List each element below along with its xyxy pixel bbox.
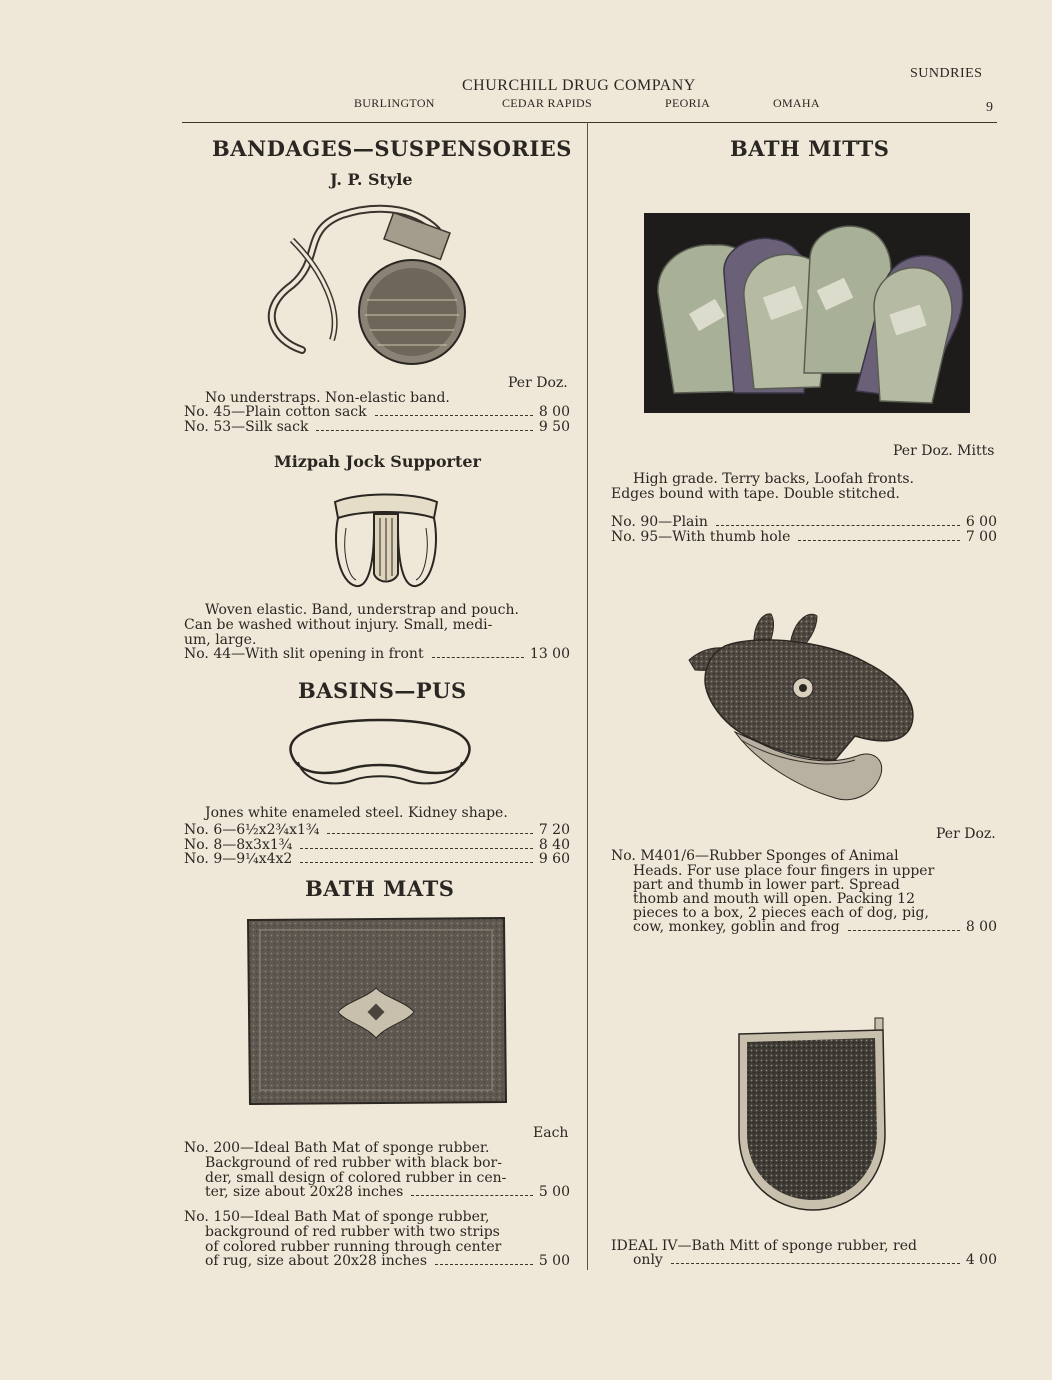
item-price: 5 00 [538, 1253, 570, 1269]
item-label: ter, size about 20x28 inches [205, 1184, 404, 1200]
item-price: 9 60 [538, 851, 570, 867]
item-price: 5 00 [538, 1184, 570, 1200]
item-price: 8 40 [538, 837, 570, 853]
item-label: No. 90—Plain [611, 514, 708, 530]
mat200-line-1: No. 200—Ideal Bath Mat of sponge rubber. [184, 1140, 490, 1156]
leader-dots [300, 862, 533, 863]
basins-description: Jones white enameled steel. Kidney shape. [205, 805, 508, 821]
item-label: No. 9—9¼x4x2 [184, 851, 293, 867]
mat150-line-1: No. 150—Ideal Bath Mat of sponge rubber, [184, 1209, 490, 1225]
mat150-line-2: background of red rubber with two strips [205, 1224, 500, 1240]
sponge-line-2: Heads. For use place four fingers in upper [633, 863, 935, 879]
leader-dots [435, 1264, 533, 1265]
item-row [205, 1254, 570, 1269]
sponge-line-4: thomb and mouth will open. Packing 12 [633, 891, 915, 907]
item-row [184, 823, 570, 838]
mizpah-desc-1: Woven elastic. Band, understrap and pouch. [205, 602, 519, 618]
item-price: 13 00 [529, 646, 570, 662]
kidney-basin-illustration [282, 718, 478, 794]
page-number: 9 [986, 100, 993, 115]
heading-bandages: BANDAGES—SUSPENSORIES [212, 136, 572, 161]
sponge-line-1: No. M401/6—Rubber Sponges of Animal [611, 848, 899, 864]
leader-dots [300, 848, 533, 849]
item-row [611, 515, 997, 530]
item-row [184, 852, 570, 867]
leader-dots [671, 1263, 960, 1264]
suspensory-illustration [262, 200, 472, 375]
bandages-description: No understraps. Non-elastic band. [205, 390, 450, 406]
item-row [205, 1185, 570, 1200]
header-rule [182, 122, 997, 123]
ideal-mitt-line-1: IDEAL IV—Bath Mitt of sponge rubber, red [611, 1238, 917, 1254]
company-name: CHURCHILL DRUG COMPANY [462, 77, 696, 94]
item-row [184, 420, 570, 435]
column-divider [587, 122, 588, 1270]
mizpah-desc-2: Can be washed without injury. Small, medi- [184, 617, 493, 633]
leader-dots [375, 415, 533, 416]
bath-mitts-desc-1: High grade. Terry backs, Loofah fronts. [633, 471, 914, 487]
item-label: No. 6—6½x2¾x1¾ [184, 822, 320, 838]
leader-dots [716, 525, 960, 526]
jock-supporter-illustration [330, 488, 442, 593]
leader-dots [798, 540, 959, 541]
item-row [184, 405, 570, 420]
leader-dots [316, 430, 532, 431]
item-price: 9 50 [538, 419, 570, 435]
item-label: of rug, size about 20x28 inches [205, 1253, 428, 1269]
city-cedar-rapids: CEDAR RAPIDS [502, 96, 592, 110]
section-title: SUNDRIES [910, 66, 983, 81]
leader-dots [411, 1195, 532, 1196]
item-label: No. 45—Plain cotton sack [184, 404, 367, 420]
city-omaha: OMAHA [773, 96, 820, 110]
heading-bath-mitts: BATH MITTS [730, 136, 890, 161]
item-row [633, 920, 997, 935]
mizpah-desc-3: um, large. [184, 632, 257, 648]
mat150-line-3: of colored rubber running through center [205, 1239, 502, 1255]
leader-dots [848, 930, 960, 931]
item-label: only [633, 1252, 663, 1268]
sponges-unit: Per Doz. [936, 826, 996, 842]
item-label: No. 44—With slit opening in front [184, 646, 424, 662]
bandages-unit: Per Doz. [508, 375, 568, 391]
bath-mitts-photo [644, 213, 970, 413]
item-row [633, 1253, 997, 1268]
item-price: 6 00 [965, 514, 997, 530]
mat200-line-3: der, small design of colored rubber in cen- [205, 1170, 507, 1186]
item-label: No. 8—8x3x1¾ [184, 837, 293, 853]
bath-mats-unit: Each [533, 1125, 569, 1141]
mat200-line-2: Background of red rubber with black bor- [205, 1155, 502, 1171]
item-price: 7 00 [965, 529, 997, 545]
bath-mitts-unit: Per Doz. Mitts [893, 443, 995, 459]
city-peoria: PEORIA [665, 96, 711, 110]
subheading-mizpah: Mizpah Jock Supporter [274, 452, 481, 471]
item-label: No. 95—With thumb hole [611, 529, 791, 545]
city-burlington: BURLINGTON [354, 96, 435, 110]
item-label: No. 53—Silk sack [184, 419, 309, 435]
heading-bath-mats: BATH MATS [305, 876, 455, 901]
item-label: cow, monkey, goblin and frog [633, 919, 840, 935]
item-price: 8 00 [965, 919, 997, 935]
item-price: 8 00 [538, 404, 570, 420]
sponge-mitt-illustration [735, 1014, 887, 1214]
item-row [611, 530, 997, 545]
heading-basins: BASINS—PUS [298, 678, 467, 703]
sponge-line-5: pieces to a box, 2 pieces each of dog, pig, [633, 905, 929, 921]
item-row [184, 647, 570, 662]
item-price: 4 00 [965, 1252, 997, 1268]
leader-dots [432, 657, 524, 658]
item-price: 7 20 [538, 822, 570, 838]
leader-dots [327, 833, 532, 834]
bath-mitts-desc-2: Edges bound with tape. Double stitched. [611, 486, 900, 502]
sponge-line-3: part and thumb in lower part. Spread [633, 877, 900, 893]
animal-sponge-illustration [685, 610, 917, 806]
bath-mat-illustration [246, 916, 508, 1106]
subheading-jp-style: J. P. Style [330, 170, 413, 189]
